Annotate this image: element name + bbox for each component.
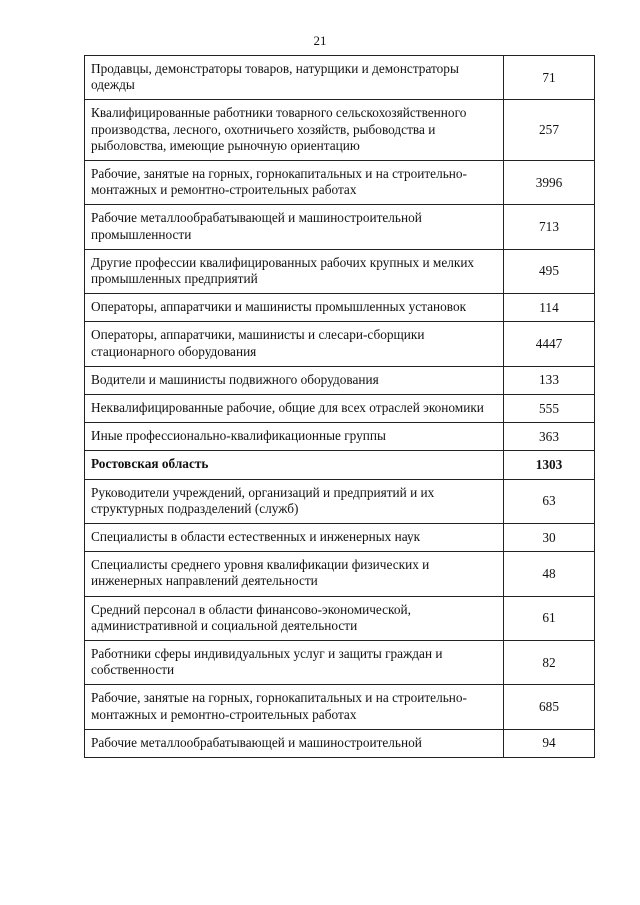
occupation-label: Работники сферы индивидуальных услуг и защиты граждан и собственности — [85, 641, 504, 685]
count-value: 82 — [504, 641, 595, 685]
count-value: 685 — [504, 685, 595, 729]
table-body — [85, 56, 595, 758]
occupation-label: Рабочие, занятые на горных, горнокапитальных и на строительно-монтажных и ремонтно-строительных работах — [85, 161, 504, 205]
occupation-label: Руководители учреждений, организаций и предприятий и их структурных подразделений (служб) — [85, 479, 504, 523]
occupation-label: Операторы, аппаратчики, машинисты и слесари-сборщики стационарного оборудования — [85, 322, 504, 366]
count-value: 495 — [504, 249, 595, 293]
count-value: 71 — [504, 56, 595, 100]
count-value: 133 — [504, 366, 595, 394]
count-value: 114 — [504, 294, 595, 322]
count-value: 363 — [504, 423, 595, 451]
table-row — [85, 479, 595, 523]
occupation-label: Водители и машинисты подвижного оборудования — [85, 366, 504, 394]
table-row — [85, 322, 595, 366]
occupation-label: Рабочие металлообрабатывающей и машиностроительной — [85, 729, 504, 757]
table-row — [85, 205, 595, 249]
table-row — [85, 685, 595, 729]
occupation-table — [84, 55, 595, 758]
count-value: 30 — [504, 524, 595, 552]
table-row — [85, 524, 595, 552]
table-row — [85, 100, 595, 161]
table-row — [85, 552, 595, 596]
occupation-label: Другие профессии квалифицированных рабочих крупных и мелких промышленных предприятий — [85, 249, 504, 293]
occupation-label: Специалисты в области естественных и инженерных наук — [85, 524, 504, 552]
count-value: 63 — [504, 479, 595, 523]
occupation-label: Иные профессионально-квалификационные группы — [85, 423, 504, 451]
table-row — [85, 423, 595, 451]
count-value: 713 — [504, 205, 595, 249]
page-number: 21 — [313, 33, 327, 48]
occupation-label: Квалифицированные работники товарного сельскохозяйственного производства, лесного, охотничьего хозяйств, рыбоводства и рыболовства, имеющие рыночную ориентацию — [85, 100, 504, 161]
count-value: 4447 — [504, 322, 595, 366]
table-row — [85, 161, 595, 205]
count-value: 1303 — [504, 451, 595, 479]
table-row — [85, 56, 595, 100]
occupation-label: Неквалифицированные рабочие, общие для всех отраслей экономики — [85, 395, 504, 423]
table-row — [85, 294, 595, 322]
count-value: 3996 — [504, 161, 595, 205]
table-row — [85, 641, 595, 685]
occupation-label: Ростовская область — [85, 451, 504, 479]
occupation-label: Рабочие, занятые на горных, горнокапитальных и на строительно-монтажных и ремонтно-строительных работах — [85, 685, 504, 729]
count-value: 257 — [504, 100, 595, 161]
table-row — [85, 249, 595, 293]
occupation-label: Продавцы, демонстраторы товаров, натурщики и демонстраторы одежды — [85, 56, 504, 100]
occupation-label: Специалисты среднего уровня квалификации физических и инженерных направлений деятельности — [85, 552, 504, 596]
occupation-label: Рабочие металлообрабатывающей и машиностроительной промышленности — [85, 205, 504, 249]
occupation-label: Средний персонал в области финансово-экономической, административной и социальной деятельности — [85, 596, 504, 640]
count-value: 61 — [504, 596, 595, 640]
count-value: 555 — [504, 395, 595, 423]
table-row — [85, 596, 595, 640]
table-row — [85, 395, 595, 423]
table-row — [85, 366, 595, 394]
region-row — [85, 451, 595, 479]
occupation-label: Операторы, аппаратчики и машинисты промышленных установок — [85, 294, 504, 322]
table-row — [85, 729, 595, 757]
count-value: 94 — [504, 729, 595, 757]
count-value: 48 — [504, 552, 595, 596]
